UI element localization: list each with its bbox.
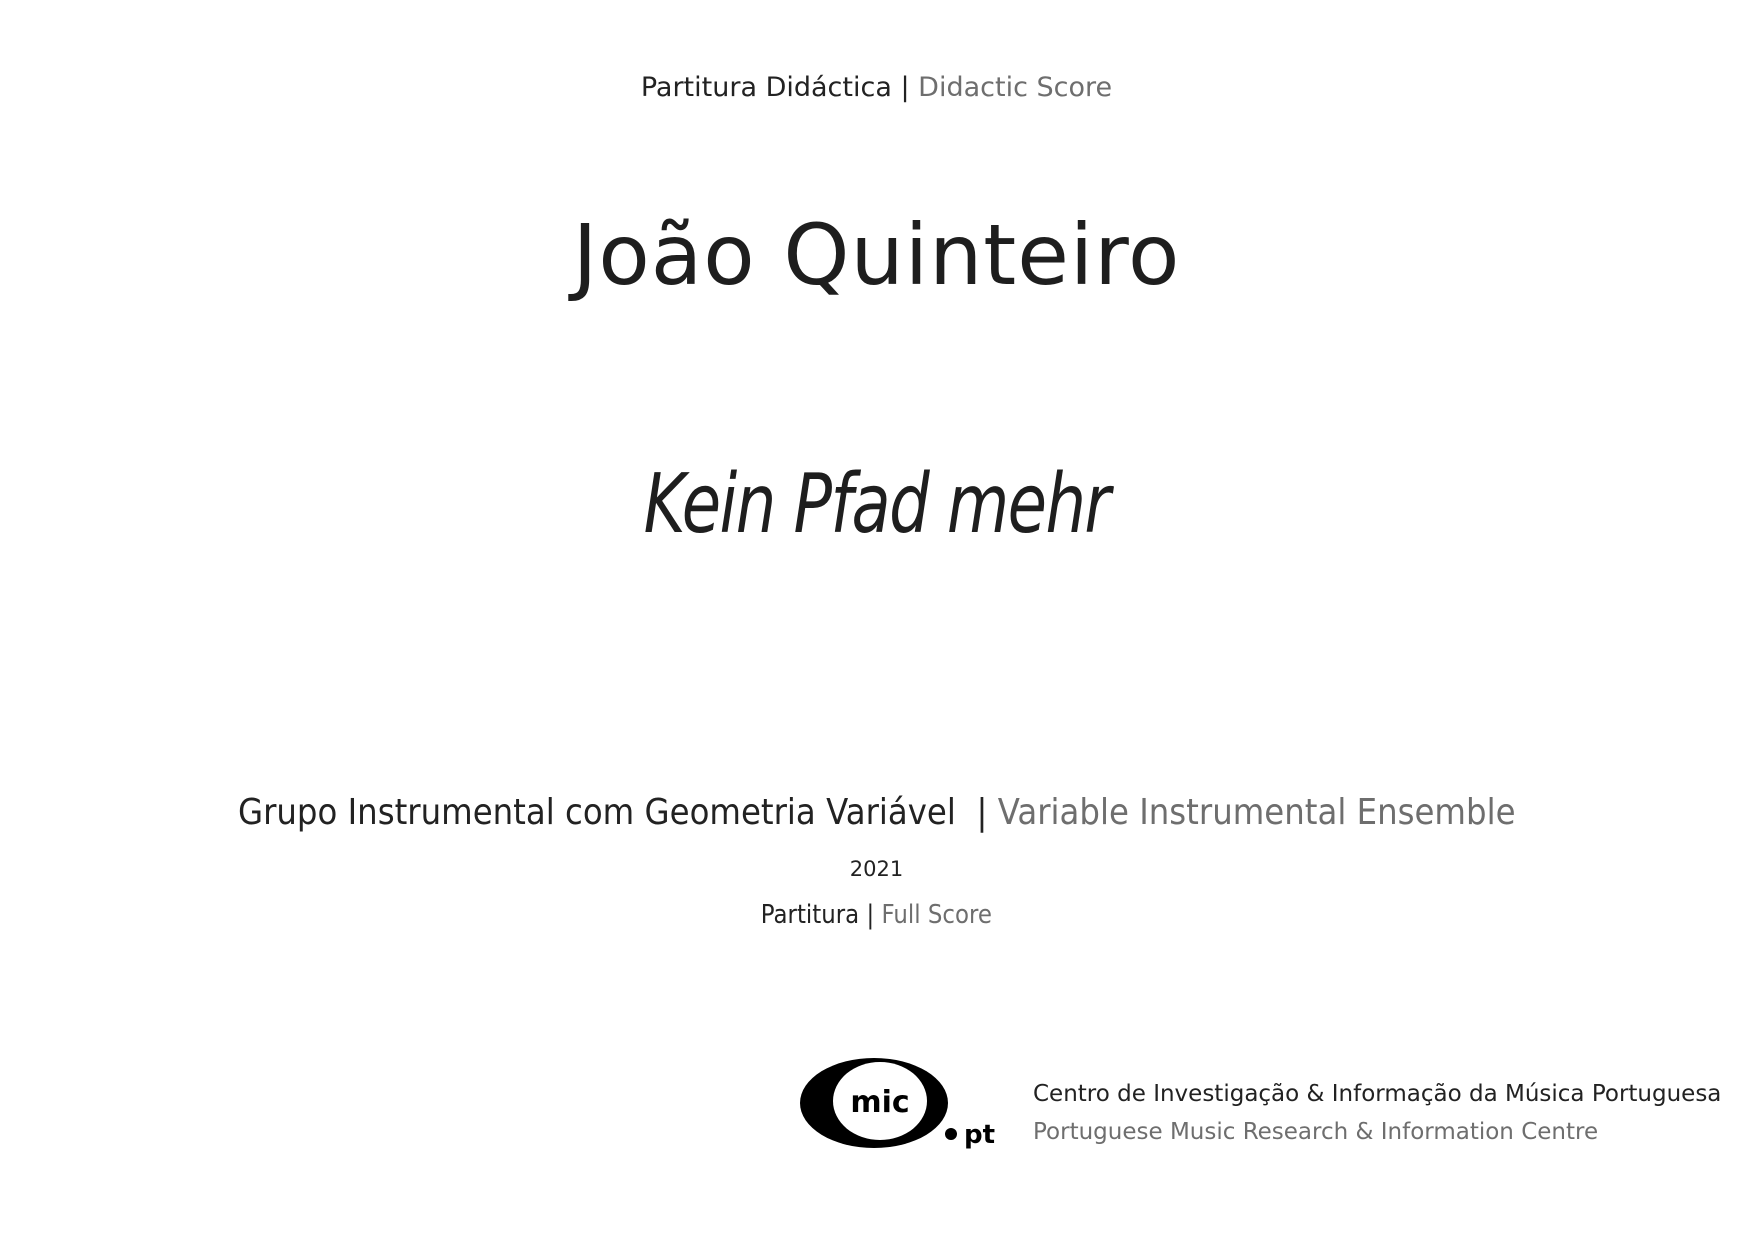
ensemble-line [0, 790, 1753, 836]
logo-pt-text: pt [964, 1120, 996, 1150]
ensemble-portuguese: Grupo Instrumental com Geometria Variável [237, 792, 956, 833]
ensemble-english: Variable Instrumental Ensemble [997, 792, 1516, 833]
composer-name: João Quinteiro [572, 206, 1181, 304]
score-type-portuguese: Partitura [760, 900, 860, 930]
year: 2021 [849, 857, 904, 881]
header-separator: | [900, 72, 910, 103]
header-english: Didactic Score [918, 72, 1113, 103]
logo-mic-text: mic [850, 1085, 910, 1120]
ensemble-separator: | [976, 792, 988, 833]
score-type-separator: | [866, 900, 875, 930]
publisher-portuguese: Centro de Investigação & Informação da Música Portuguesa [1033, 1081, 1722, 1107]
score-type-line [0, 897, 1753, 933]
score-type-english: Full Score [881, 900, 993, 930]
header-line [0, 70, 1753, 106]
work-title [0, 455, 1753, 555]
ensemble-inner [238, 790, 1516, 836]
publisher-english: Portuguese Music Research & Information Centre [1033, 1119, 1599, 1145]
header-portuguese: Partitura Didáctica [640, 72, 892, 103]
mic-pt-logo [798, 1052, 998, 1154]
publisher-block [1033, 1075, 1721, 1151]
score-type-inner [761, 897, 992, 933]
logo-dot [945, 1128, 957, 1140]
work-title-text: Kein Pfad mehr [643, 457, 1110, 552]
